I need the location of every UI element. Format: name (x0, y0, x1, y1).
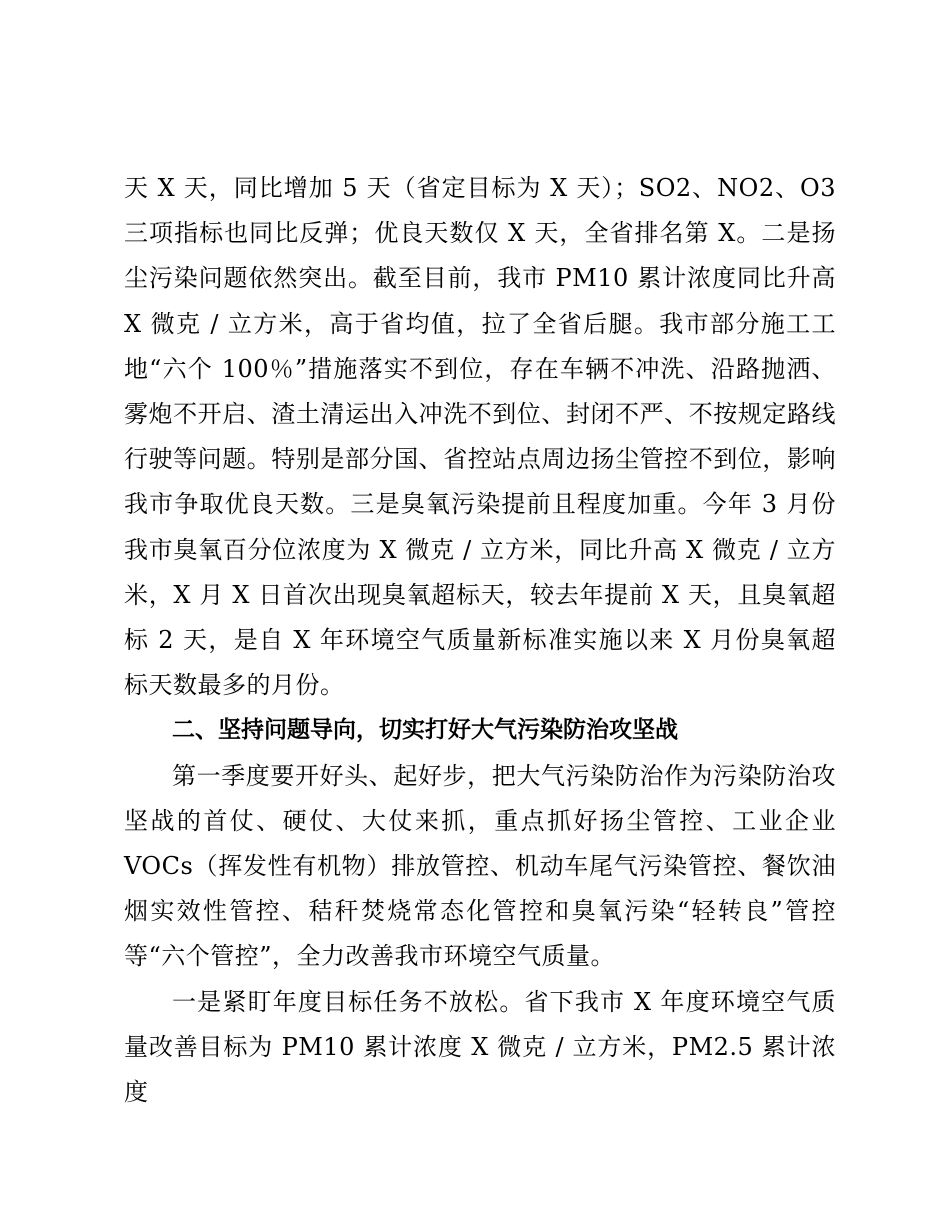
section-heading-2: 二、坚持问题导向，切实打好大气污染防治攻坚战 (172, 717, 678, 744)
paragraph-air-quality-problems: 天 X 天，同比增加 5 天（省定目标为 X 天）；SO2、NO2、O3 三项指标也同比反弹；优良天数仅 X 天，全省排名第 X。二是扬尘污染问题依然突出。截至目前，我市 PM10 累计浓度同比升高 X 微克 / 立方米，高于省均值，拉了全省后腿。我市部分施工工地“六个 100％”措施落实不到位，存在车辆不冲洗、沿路抛洒、雾炮不开启、渣土清运出入冲洗不到位、封闭不严、不按规定路线行驶等问题。特别是部分国、省控站点周边扬尘管控不到位，影响我市争取优良天数。三是臭氧污染提前且程度加重。今年 3 月份我市臭氧百分位浓度为 X 微克 / 立方米，同比升高 X 微克 / 立方米，X 月 X 日首次出现臭氧超标天，较去年提前 X 天，且臭氧超标 2 天，是自 X 年环境空气质量新标准实施以来 X 月份臭氧超标天数最多的月份。 (124, 174, 836, 700)
document-body (124, 166, 836, 1115)
paragraph-annual-target: 一是紧盯年度目标任务不放松。省下我市 X 年度环境空气质量改善目标为 PM10 累计浓度 X 微克 / 立方米，PM2.5 累计浓度 (124, 987, 836, 1107)
paragraph-first-quarter-plan: 第一季度要开好头、起好步，把大气污染防治作为污染防治攻坚战的首仗、硬仗、大仗来抓，重点抓好扬尘管控、工业企业 VOCs（挥发性有机物）排放管控、机动车尾气污染管控、餐饮油烟实效性管控、秸秆焚烧常态化管控和臭氧污染“轻转良”管控等“六个管控”，全力改善我市环境空气质量。 (124, 761, 836, 971)
